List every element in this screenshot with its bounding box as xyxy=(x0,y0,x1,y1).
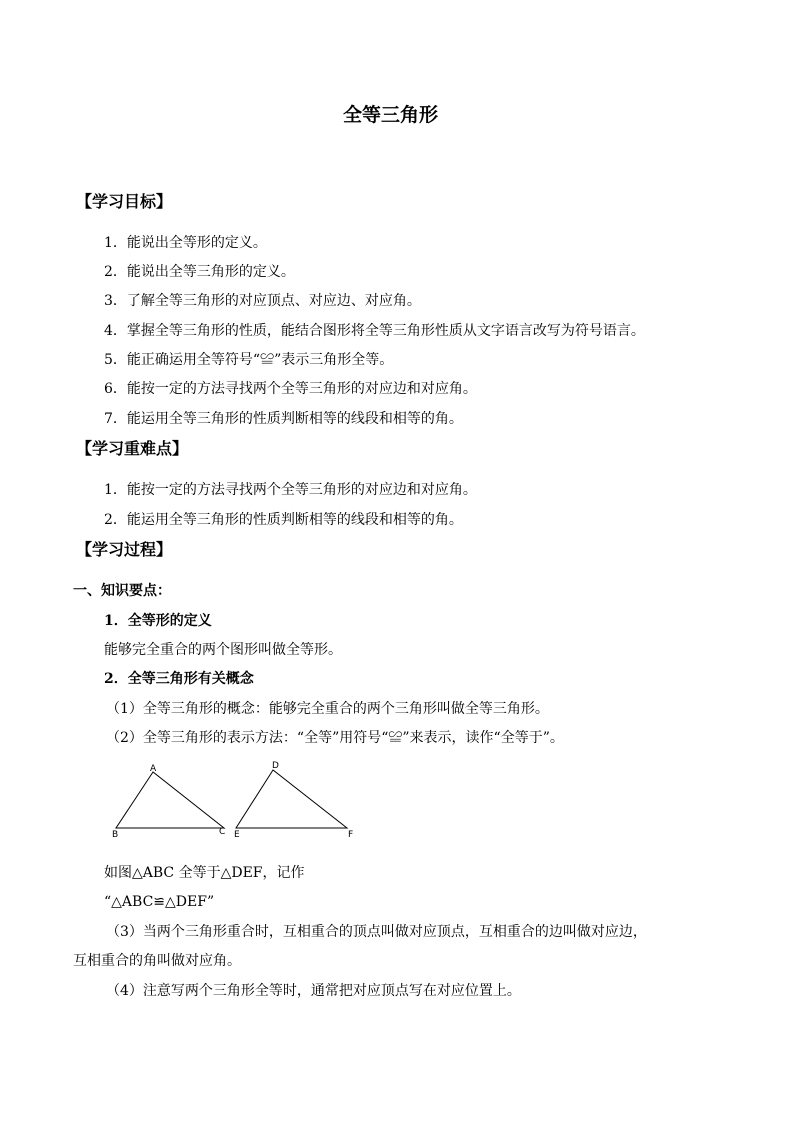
subsection-congruent-figure-title: 1．全等形的定义 xyxy=(104,613,212,629)
objective-item-4: 4．掌握全等三角形的性质，能结合图形将全等三角形性质从文字语言改写为符号语言。 xyxy=(104,323,645,339)
figure-caption-line-2: “△ABC≌△DEF” xyxy=(104,894,215,910)
paragraph-writing-note: （4）注意写两个三角形全等时，通常把对应顶点写在对应位置上。 xyxy=(106,983,521,999)
section-knowledge-points: 一、知识要点： xyxy=(73,583,171,599)
congruent-triangles-figure xyxy=(108,760,368,840)
triangle-def xyxy=(236,770,347,828)
keypoints-heading: 【学习重难点】 xyxy=(76,439,189,458)
vertex-label-a: A xyxy=(150,764,157,774)
subsection-congruent-triangle-title: 2．全等三角形有关概念 xyxy=(104,671,254,687)
objective-item-3: 3．了解全等三角形的对应顶点、对应边、对应角。 xyxy=(104,293,421,309)
process-heading: 【学习过程】 xyxy=(76,540,173,559)
objective-item-7: 7．能运用全等三角形的性质判断相等的线段和相等的角。 xyxy=(104,411,463,427)
paragraph-correspondence-line-1: （3）当两个三角形重合时，互相重合的顶点叫做对应顶点，互相重合的边叫做对应边， xyxy=(106,924,647,940)
vertex-label-d: D xyxy=(272,761,279,771)
keypoint-item-1: 1．能按一定的方法寻找两个全等三角形的对应边和对应角。 xyxy=(104,482,477,498)
paragraph-concept: （1）全等三角形的概念：能够完全重合的两个三角形叫做全等三角形。 xyxy=(106,701,549,717)
congruent-figure-definition: 能够完全重合的两个图形叫做全等形。 xyxy=(104,642,342,658)
objectives-heading: 【学习目标】 xyxy=(76,192,173,211)
triangle-abc xyxy=(116,772,224,828)
paragraph-notation: （2）全等三角形的表示方法：“全等”用符号“≌”来表示，读作“全等于”。 xyxy=(106,730,564,746)
keypoint-item-2: 2．能运用全等三角形的性质判断相等的线段和相等的角。 xyxy=(104,512,463,528)
vertex-label-c: C xyxy=(219,827,226,837)
objective-item-5: 5．能正确运用全等符号“≌”表示三角形全等。 xyxy=(104,352,394,368)
paragraph-correspondence-line-2: 互相重合的角叫做对应角。 xyxy=(73,953,241,969)
vertex-label-e: E xyxy=(234,830,240,840)
objective-item-1: 1．能说出全等形的定义。 xyxy=(104,235,267,251)
vertex-label-b: B xyxy=(112,830,119,840)
objective-item-2: 2．能说出全等三角形的定义。 xyxy=(104,264,295,280)
figure-caption-line-1: 如图△ABC 全等于△DEF，记作 xyxy=(104,865,305,881)
objective-item-6: 6．能按一定的方法寻找两个全等三角形的对应边和对应角。 xyxy=(104,381,477,397)
vertex-label-f: F xyxy=(348,830,354,840)
page-title: 全等三角形 xyxy=(343,104,439,126)
